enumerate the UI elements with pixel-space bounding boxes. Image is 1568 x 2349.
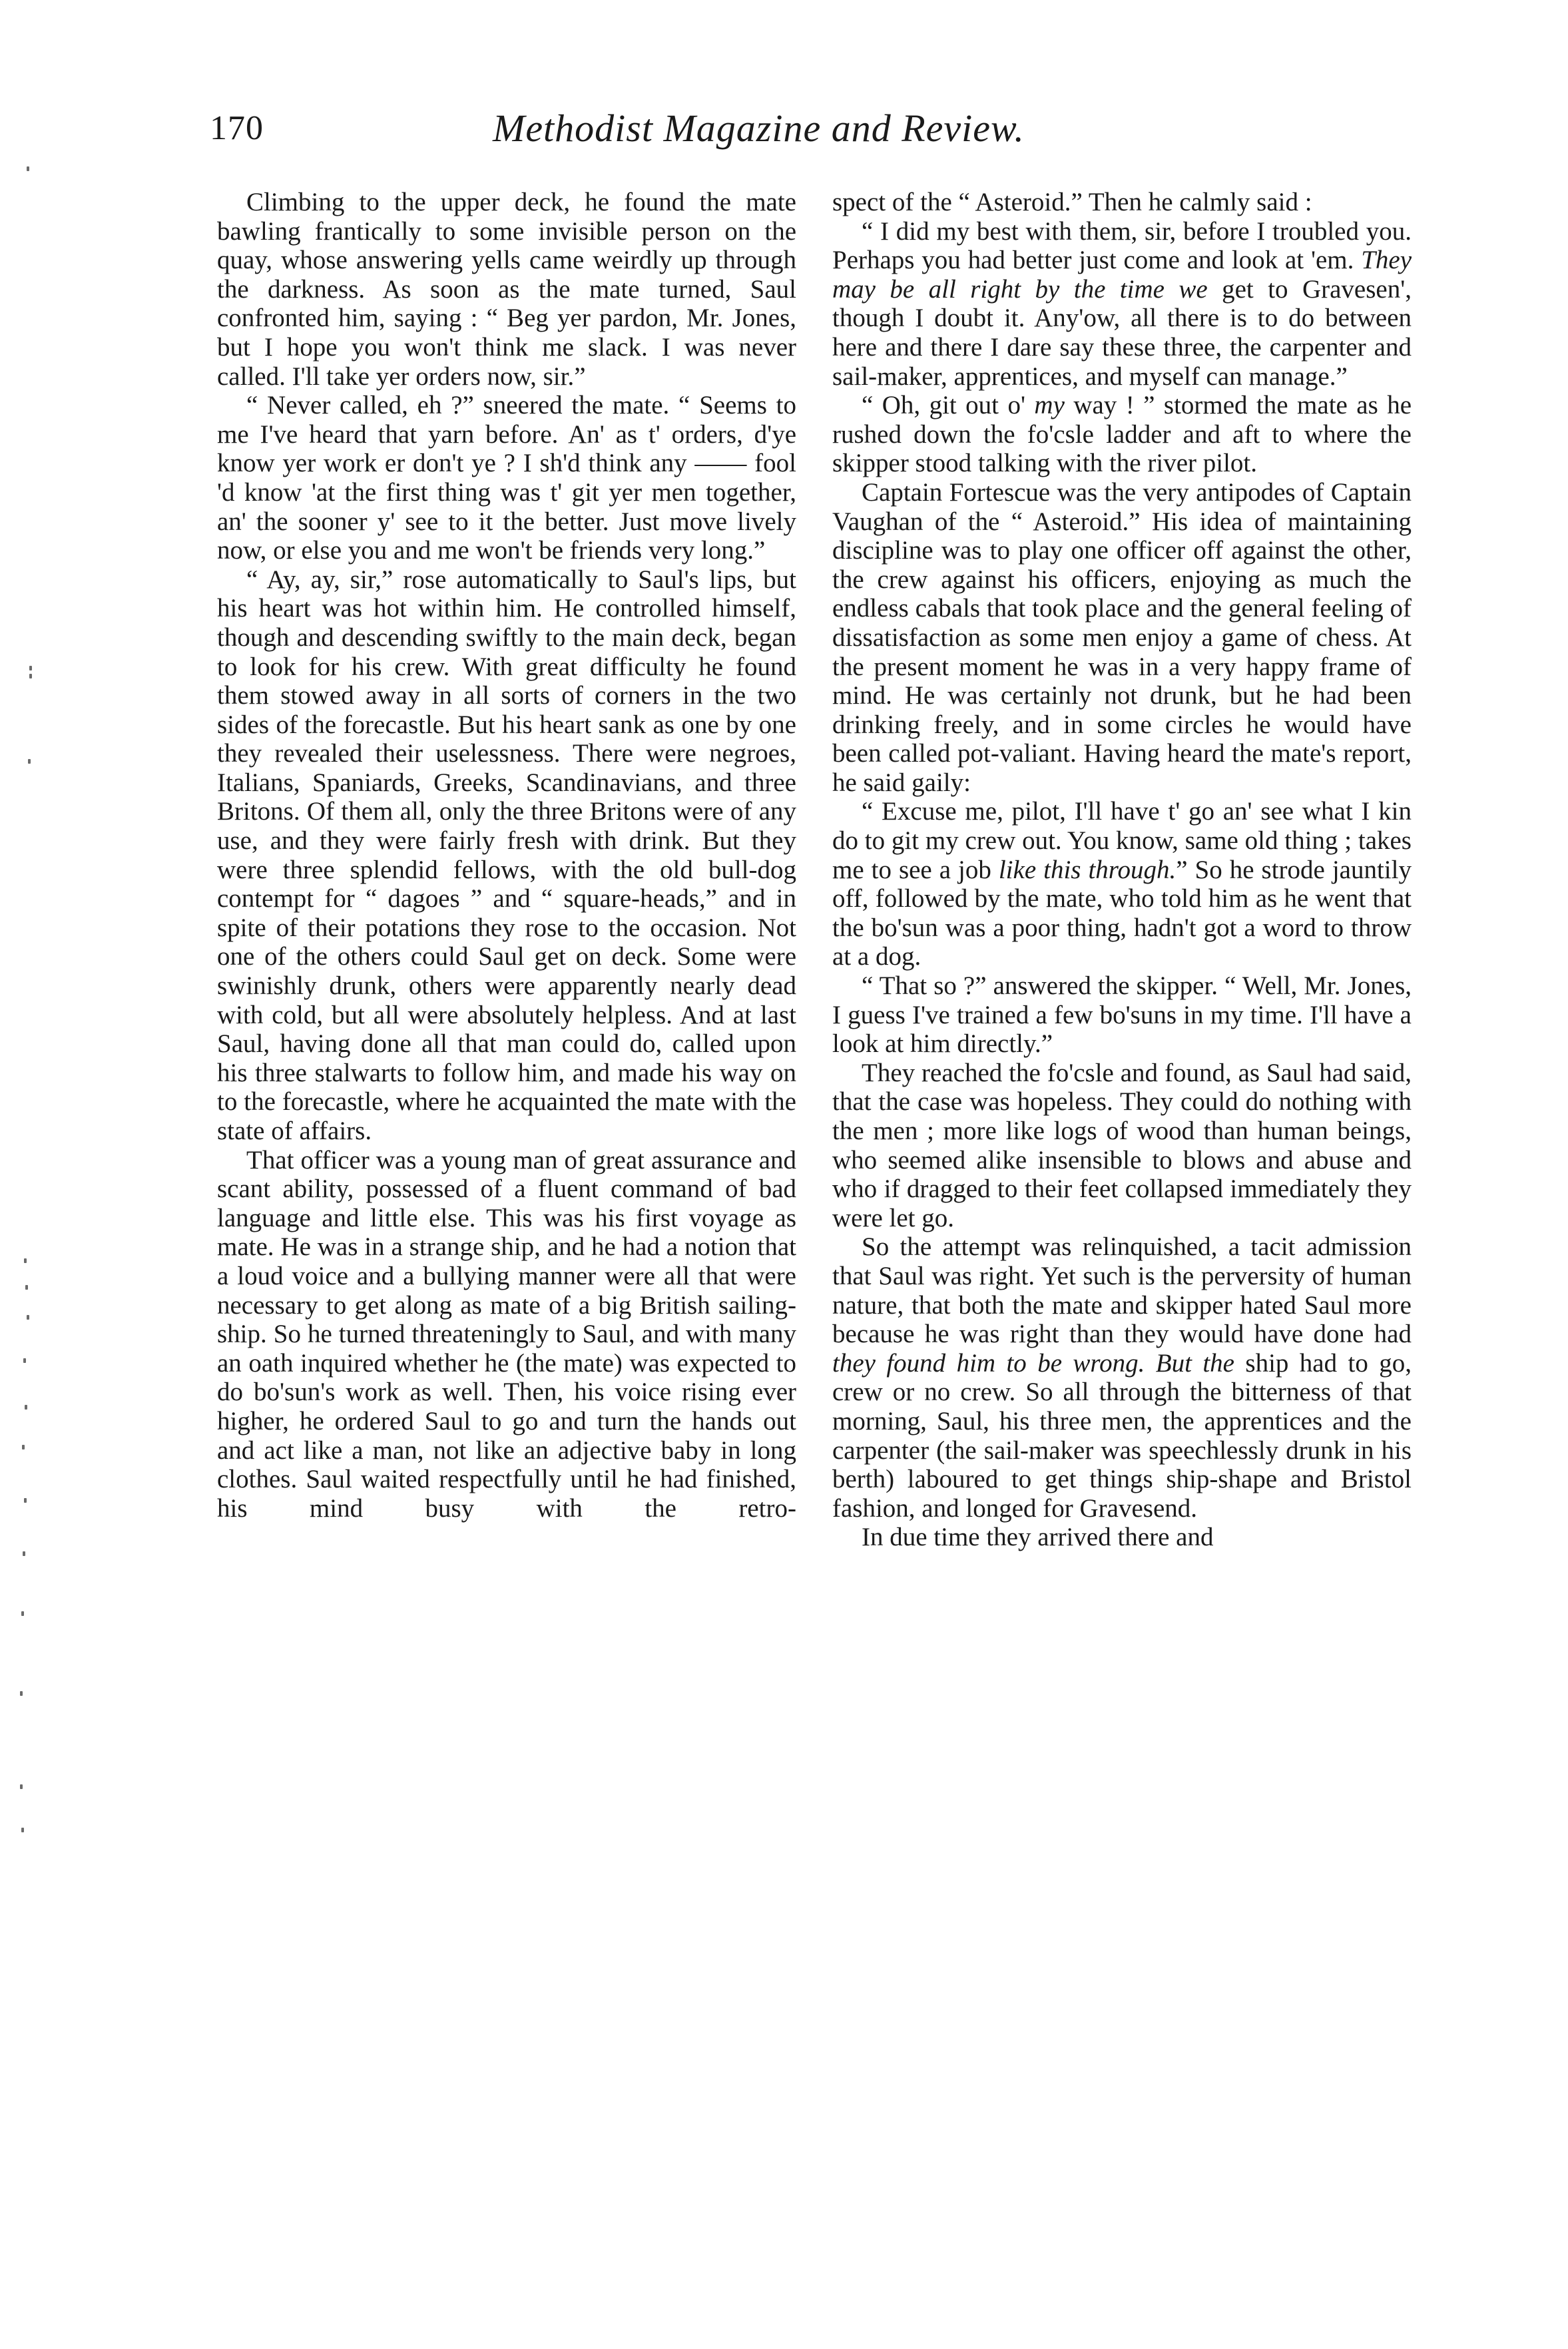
margin-speck <box>20 1691 23 1696</box>
margin-speck <box>21 1828 24 1832</box>
right-paragraph-9: In due time they arrived there and <box>862 1523 1214 1552</box>
margin-speck <box>24 1258 27 1263</box>
margin-speck <box>23 1551 25 1556</box>
margin-speck <box>25 1405 27 1410</box>
margin-speck <box>24 1498 27 1503</box>
right-paragraph-7: They reached the fo'csle and found, as Saul had said, that the case was hopeless. They could do nothing with the men ; more like logs of wood than human beings, who seemed alike insensible to blows and abuse and who if dragged to their feet collapsed immediately they were let go. <box>832 1058 1412 1232</box>
right-paragraph-4: Captain Fortescue was the very antipodes of Captain Vaughan of the “ Asteroid.” His idea of maintaining discipline was to play one officer off against the other, the crew against his officers, enjoying as much the endless cabals that took place and the general feeling of dissatisfaction as some men enjoy a game of chess. At the present moment he was in a very happy frame of mind. He was certainly not drunk, but he had been drinking freely, and in some circles he would have been called pot-valiant. Having heard the mate's report, he said gaily: <box>832 477 1412 797</box>
margin-specks <box>0 0 53 2349</box>
margin-speck <box>27 166 29 171</box>
right-paragraph-2 <box>832 217 1412 392</box>
margin-speck <box>23 1358 26 1363</box>
right-p2-text-a: “ I did my best with them, sir, before I troubled you. Perhaps you had better just come and look at 'em. <box>832 216 1412 275</box>
page-number: 170 <box>210 109 264 147</box>
left-paragraph-2: “ Never called, eh ?” sneered the mate. “ Seems to me I've heard that yarn before. An' as t' orders, d'ye know yer work er don't ye ? I sh'd think any —— fool 'd know 'at the first thing was t' git yer men together, an' the sooner y' see to it the better. Just move lively now, or else you and me won't be friends very long.” <box>217 391 796 565</box>
right-p8-text-b: ship had to go, crew or no crew. So all through the bitterness of that morning, Saul, his three men, the apprentices and the carpenter (the sail-maker was speechlessly drunk in his berth) laboured to get things ship-shape and Bristol fashion, and longed for Gravesend. <box>832 1348 1412 1523</box>
right-p5-text-b: ” So he strode jauntily off, followed by the mate, who told him as he went that the bo'sun was a poor thing, hadn't got a word to throw at a dog. <box>832 855 1412 971</box>
right-paragraph-1: spect of the “ Asteroid.” Then he calmly said : <box>832 188 1312 216</box>
margin-speck <box>27 1315 29 1320</box>
left-paragraph-1: Climbing to the upper deck, he found the mate bawling frantically to some invisible person on the quay, whose answering yells came weirdly up through the darkness. As soon as the mate turned, Saul confronted him, saying : “ Beg yer pardon, Mr. Jones, but I hope you won't think me slack. I was never called. I'll take yer orders now, sir.” <box>217 188 796 391</box>
left-paragraph-4: That officer was a young man of great assurance and scant ability, possessed of a fluent command of bad language and little else. This was his first voyage as mate. He was in a strange ship, and he had a notion that a loud voice and a bullying manner were all that were necessary to get along as mate of a big British sailing-ship. So he turned threateningly to Saul, and with many an oath inquired whether he (the mate) was expected to do bo'sun's work as well. Then, his voice rising ever higher, he ordered Saul to go and turn the hands out and act like a man, not like an adjective baby in long clothes. Saul waited respectfully until he had finished, his mind busy with the retro- <box>217 1145 796 1523</box>
right-p8-text-a: So the attempt was relinquished, a tacit admission that Saul was right. Yet such is the perversity of human nature, that both the mate and skipper hated Saul more because he was right than they would have done had <box>832 1232 1412 1349</box>
right-paragraph-5 <box>832 797 1412 971</box>
right-p3-text-b: way ! ” stormed the mate as he rushed down the fo'csle ladder and aft to where the skipper stood talking with the river pilot. <box>832 391 1412 478</box>
left-paragraph-3: “ Ay, ay, sir,” rose automatically to Saul's lips, but his heart was hot within him. He controlled himself, though and descending swiftly to the main deck, began to look for his crew. With great difficulty he found them stowed away in all sorts of corners in the two sides of the forecastle. But his heart sank as one by one they revealed their uselessness. There were negroes, Italians, Spaniards, Greeks, Scandinavians, and three Britons. Of them all, only the three Britons were of any use, and they were fairly fresh with drink. But they were three splendid fellows, with the old bull-dog contempt for “ dagoes ” and “ square-heads,” and in spite of their potations they rose to the occasion. Not one of the others could Saul get on deck. Some were swinishly drunk, others were apparently nearly dead with cold, but all were absolutely helpless. And at last Saul, having done all that man could do, called upon his three stalwarts to follow him, and made his way on to the forecastle, where he acquainted the mate with the state of affairs. <box>217 565 796 1145</box>
right-p2-italic: They may be all right by the time we <box>832 246 1412 304</box>
right-p2-text-b: get to Gravesen', though I doubt it. Any'ow, all there is to do between here and there I dare say these three, the carpenter and sail-maker, apprentices, and myself can manage.” <box>832 274 1412 391</box>
right-p3-italic: my <box>1034 391 1065 420</box>
margin-speck <box>22 1445 25 1449</box>
right-p5-italic: like this through. <box>998 855 1176 884</box>
margin-speck <box>25 1285 28 1290</box>
margin-speck <box>28 759 31 764</box>
left-column <box>217 188 796 1523</box>
page-header <box>0 105 1568 165</box>
margin-speck <box>20 1784 23 1789</box>
margin-speck <box>29 674 32 678</box>
right-p3-text-a: “ Oh, git out o' <box>862 391 1035 420</box>
margin-speck <box>21 1611 24 1616</box>
running-title: Methodist Magazine and Review. <box>493 107 1025 150</box>
right-paragraph-3 <box>832 391 1412 478</box>
right-paragraph-6: “ That so ?” answered the skipper. “ Well, Mr. Jones, I guess I've trained a few bo'suns in my time. I'll have a look at him directly.” <box>832 971 1412 1059</box>
right-p8-italic: they found him to be wrong. But the <box>832 1348 1234 1378</box>
margin-speck <box>29 666 32 670</box>
right-paragraph-8 <box>832 1232 1412 1523</box>
right-column <box>832 188 1412 1552</box>
right-p5-text-a: “ Excuse me, pilot, I'll have t' go an' see what I kin do to git my crew out. You know, same old thing ; takes me to see a job <box>832 797 1412 884</box>
